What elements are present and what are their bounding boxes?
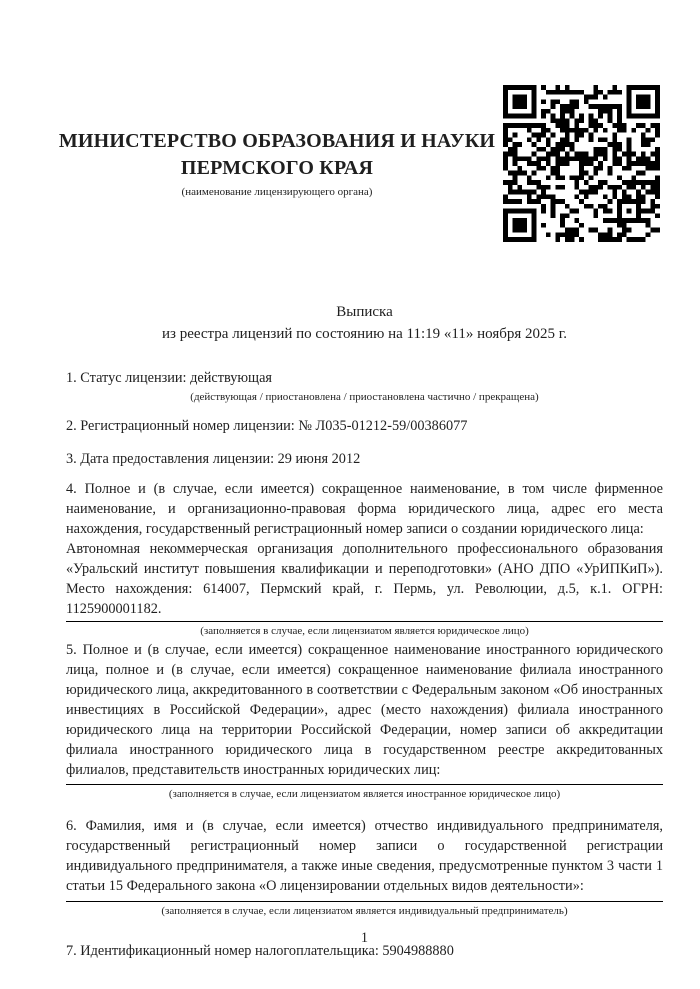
qr-code-icon — [503, 85, 660, 242]
authority-name-caption: (наименование лицензирующего органа) — [181, 186, 373, 198]
clause-4-value: Автономная некоммерческая организация дополнительного профессионального образования «Уральский институт повышения квалификации и переподготовки» (АНО ДПО «УрИПКиП»). Место нахождения: 614007, Пермский край, г. Пермь, ул. Революции, д.5, к.1. ОГРН: 1125900001182. — [66, 541, 663, 617]
clause-5-foreign-entity — [66, 640, 663, 802]
clause-4-intro: 4. Полное и (в случае, если имеется) сокращенное наименование, в том числе фирменное наименование, и организационно-правовая форма юридического лица, адрес его места нахождения, государственный регистрационный номер записи о создании юридического лица: — [66, 481, 663, 537]
clause-3-text: 3. Дата предоставления лицензии: 29 июня 2012 — [66, 451, 361, 467]
document-title-line1: Выписка — [336, 304, 393, 320]
clause-2-text: 2. Регистрационный номер лицензии: № Л035-01212-59/00386077 — [66, 418, 468, 434]
clause-1-caption: (действующая / приостановлена / приостановлена частично / прекращена) — [190, 391, 539, 403]
clauses-list — [66, 368, 663, 961]
licensing-authority-header — [30, 128, 524, 199]
clause-1-license-status — [66, 368, 663, 405]
clause-6-caption: (заполняется в случае, если лицензиатом является индивидуальный предприниматель) — [161, 905, 568, 917]
clause-6-fill-line — [66, 901, 663, 902]
document-title — [66, 301, 663, 345]
clause-4-legal-entity — [66, 479, 663, 639]
clause-1-text: 1. Статус лицензии: действующая — [66, 370, 272, 386]
document-title-line2: из реестра лицензий по состоянию на 11:19 «11» ноября 2025 г. — [162, 326, 567, 342]
clause-5-caption: (заполняется в случае, если лицензиатом является иностранное юридическое лицо) — [168, 788, 561, 800]
clause-7-text: 7. Идентификационный номер налогоплательщика: 5904988880 — [66, 943, 454, 959]
authority-name-line1: МИНИСТЕРСТВО ОБРАЗОВАНИЯ И НАУКИ — [58, 130, 496, 152]
clause-5-fill-line — [66, 784, 663, 785]
clause-5-intro: 5. Полное и (в случае, если имеется) сокращенное наименование иностранного юридического лица, полное и (в случае, если имеется) сокращенное наименование филиала иностранного юридического лица, аккредитованного в соответствии с Федеральным законом «Об иностранных инвестициях в Российской Федерации», адрес (место нахождения) филиала иностранного юридического лица на территории Российской Федерации, номер записи об аккредитации филиала иностранного юридического лица в государственном реестре аккредитованных филиалов, представительств иностранных юридических лиц: — [66, 642, 663, 778]
clause-4-fill-line — [66, 621, 663, 622]
authority-name-line2: ПЕРМСКОГО КРАЯ — [180, 157, 374, 179]
page-number: 1 — [360, 930, 369, 946]
clause-4-caption: (заполняется в случае, если лицензиатом является юридическое лицо) — [200, 625, 529, 637]
clause-3-grant-date — [66, 449, 663, 469]
clause-6-intro: 6. Фамилия, имя и (в случае, если имеется) отчество индивидуального предпринимателя, государственный регистрационный номер записи о государственной регистрации индивидуального предпринимателя, а также иные сведения, предусмотренные пунктом 3 части 1 статьи 15 Федерального закона «О лицензировании отдельных видов деятельности»: — [66, 818, 663, 894]
clause-2-registration-number — [66, 416, 663, 436]
clause-6-individual-entrepreneur — [66, 816, 663, 919]
